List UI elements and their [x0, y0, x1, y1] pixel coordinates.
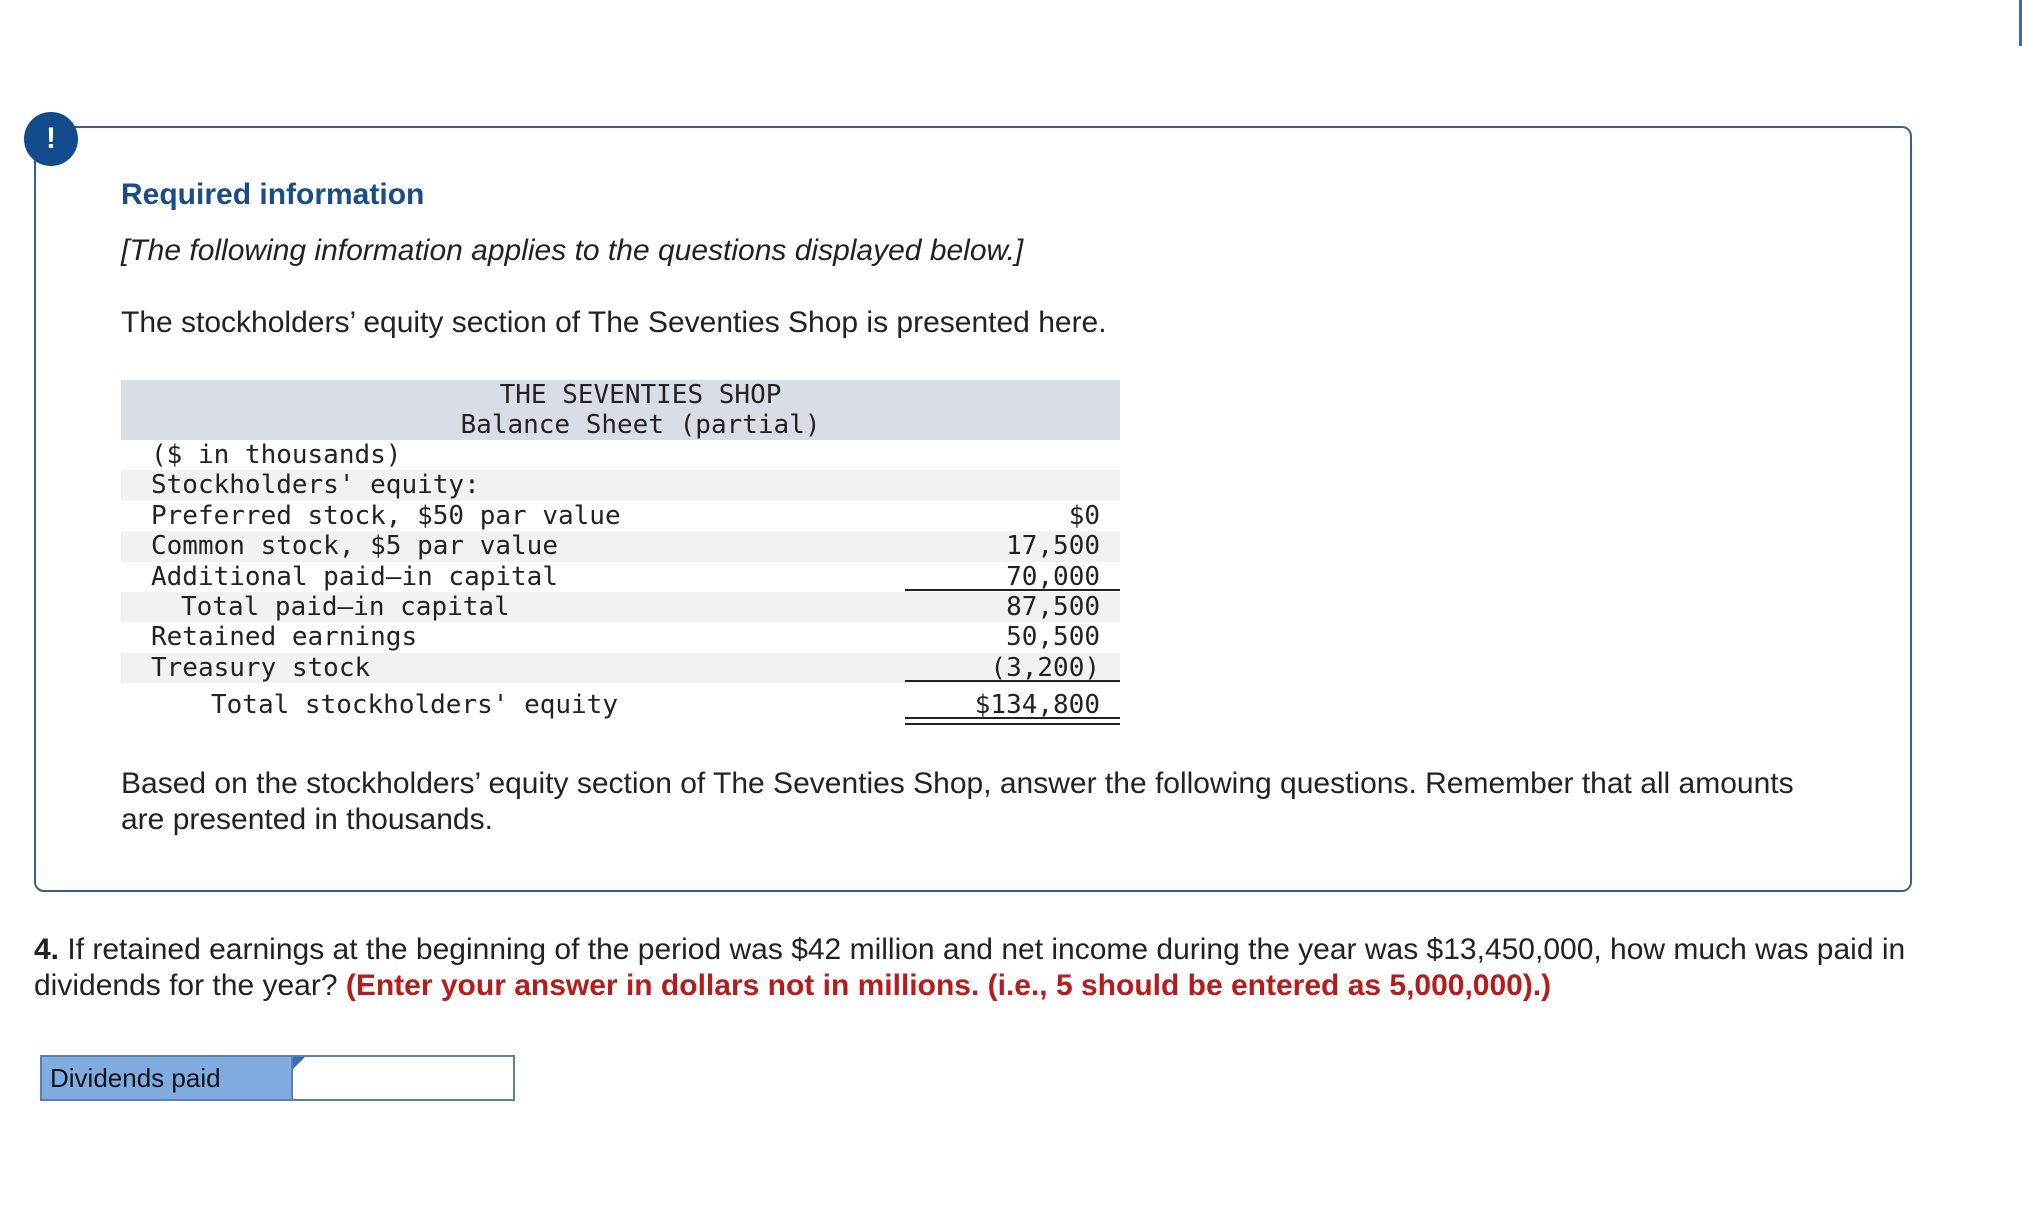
- table-row: [121, 470, 1120, 500]
- row-amount: $134,800: [905, 683, 1100, 727]
- section-label: Stockholders' equity:: [151, 470, 480, 501]
- required-information-title: Required information: [121, 178, 425, 211]
- exclamation-icon: !: [24, 112, 78, 166]
- table-row: [121, 622, 1120, 652]
- balance-sheet-table: [121, 380, 1120, 733]
- applies-note: [The following information applies to the questions displayed below.]: [121, 234, 1024, 267]
- dividends-paid-input[interactable]: [293, 1057, 513, 1099]
- row-label: Treasury stock: [151, 652, 371, 683]
- answer-field-wrapper: [293, 1055, 515, 1101]
- row-amount: (3,200): [905, 653, 1100, 683]
- based-on-text: Based on the stockholders’ equity section of The Seventies Shop, answer the following questions. Remember that all amounts are presented in thousands.: [121, 767, 1794, 836]
- table-row: [121, 592, 1120, 622]
- table-row: [121, 531, 1120, 561]
- row-amount: 50,500: [1006, 622, 1100, 653]
- question-body: If retained earnings at the beginning of the period was $42 million and net income during the year was $13,450,000, how much was paid in dividends for the year?: [34, 933, 1906, 1002]
- row-amount: $0: [1068, 500, 1100, 531]
- row-amount: 17,500: [1006, 531, 1100, 562]
- question-text: [34, 932, 1914, 1004]
- row-label: Preferred stock, $50 par value: [151, 500, 621, 531]
- row-amount: 87,500: [1006, 591, 1100, 622]
- row-label: Retained earnings: [151, 622, 418, 653]
- intro-text: The stockholders’ equity section of The Seventies Shop is presented here.: [121, 306, 1107, 339]
- question-instruction: (Enter your answer in dollars not in millions. (i.e., 5 should be entered as 5,000,000).): [345, 969, 1552, 1002]
- flag-corner-icon: [293, 1057, 305, 1069]
- statement-name: Balance Sheet (partial): [460, 410, 821, 440]
- company-name: THE SEVENTIES SHOP: [499, 380, 782, 410]
- row-label: Common stock, $5 par value: [151, 531, 558, 562]
- table-row: [121, 440, 1120, 470]
- table-row: [121, 683, 1120, 733]
- row-label: Total stockholders' equity: [211, 690, 618, 721]
- units-label: ($ in thousands): [151, 440, 402, 470]
- answer-row: [40, 1055, 515, 1101]
- balance-sheet-header: [121, 380, 1120, 440]
- row-label: Total paid–in capital: [181, 591, 510, 622]
- question-number: 4.: [34, 933, 60, 966]
- dividends-paid-label: Dividends paid: [40, 1055, 293, 1101]
- row-amount: 70,000: [905, 562, 1100, 592]
- table-row: [121, 501, 1120, 531]
- table-row: [121, 562, 1120, 592]
- table-row: [121, 653, 1120, 683]
- row-label: Additional paid–in capital: [151, 561, 558, 592]
